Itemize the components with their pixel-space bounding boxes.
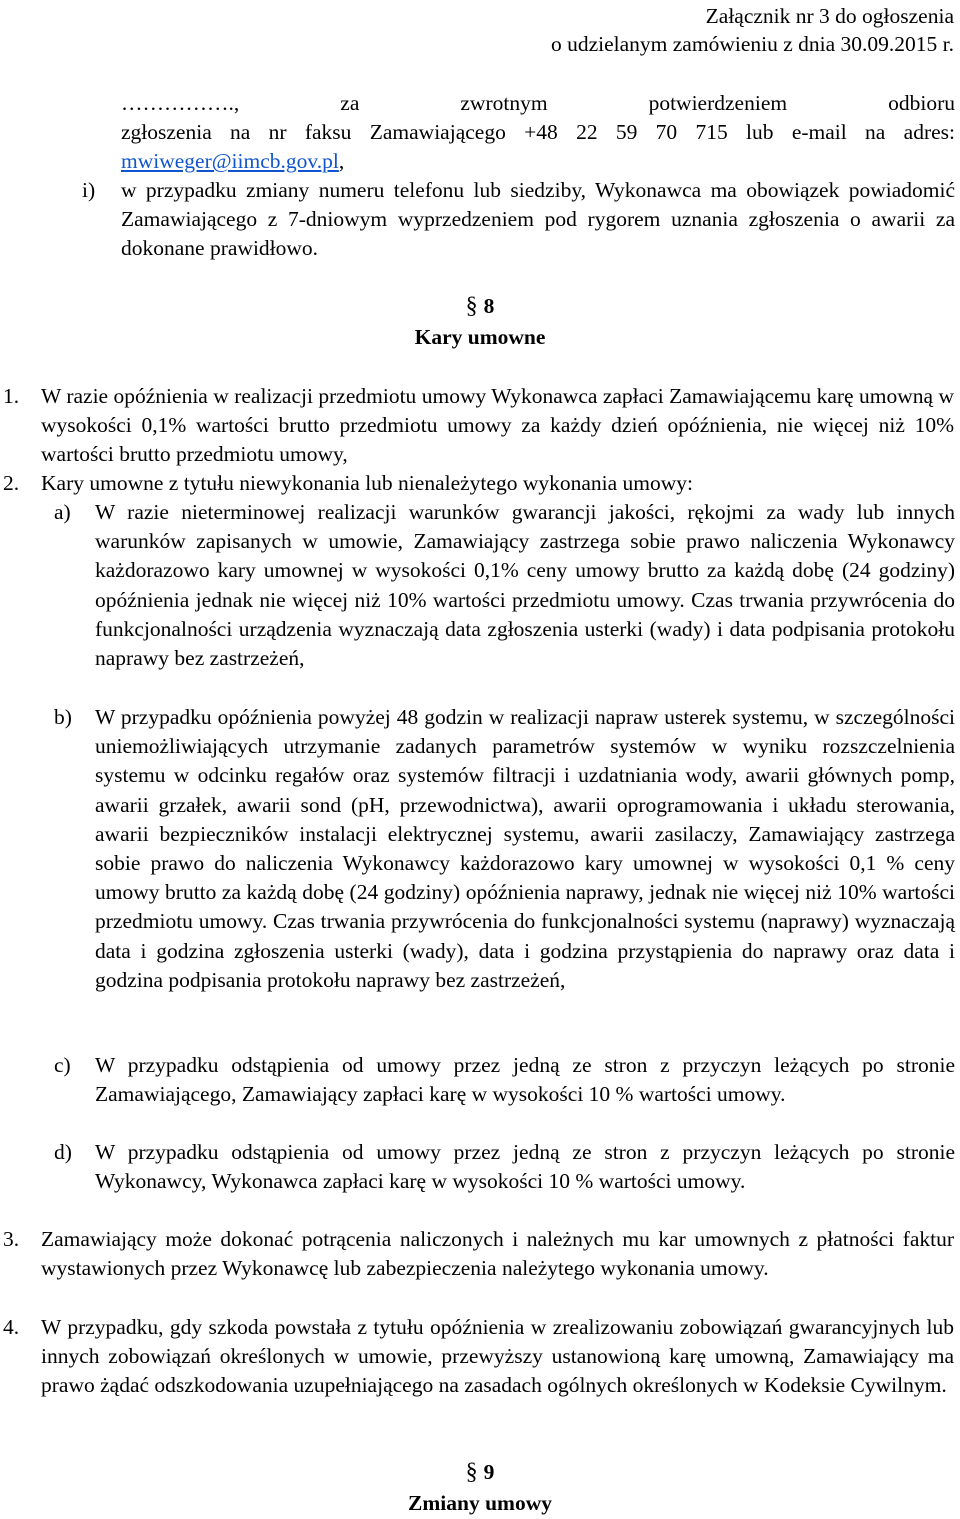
email-suffix: , (338, 149, 345, 174)
header-line-2: o udzielanym zamówieniu z dnia 30.09.2015 r. (550, 32, 954, 56)
section-8-title: Kary umowne (414, 325, 546, 349)
email-link[interactable]: mwiweger@iimcb.gov.pl (121, 149, 339, 174)
point-3-text: Zamawiający może dokonać potrącenia naliczonych i należnych mu kar umownych z płatności faktur wystawionych przez Wykonawcę lub zabezpieczenia należytego wykonania umowy. (41, 1227, 954, 1281)
section-8-number: 8 (483, 294, 495, 318)
item-i-label: i) (82, 178, 96, 202)
point-2-text: Kary umowne z tytułu niewykonania lub nienależytego wykonania umowy: (41, 471, 694, 495)
section-symbol: § (465, 1459, 478, 1485)
section-8-heading (0, 291, 960, 322)
section-symbol: § (465, 293, 478, 319)
section-9-heading (0, 1457, 960, 1488)
subpoint-a-label: a) (54, 500, 71, 524)
subpoint-d-label: d) (54, 1140, 72, 1164)
continuation-line-2: zgłoszenia na nr faksu Zamawiającego +48 22 59 70 715 lub e-mail na adres: (121, 120, 955, 144)
section-9-number: 9 (483, 1460, 495, 1484)
item-i-text: w przypadku zmiany numeru telefonu lub siedziby, Wykonawca ma obowiązek powiadomić Zamawiającego z 7-dniowym wyprzedzeniem pod rygorem uznania zgłoszenia o awarii za dokonane prawidłowo. (121, 178, 955, 261)
point-3-label: 3. (3, 1227, 20, 1251)
continuation-paragraph (121, 118, 955, 176)
subpoint-c-text: W przypadku odstąpienia od umowy przez jedną ze stron z przyczyn leżących po stronie Zamawiającego, Zamawiający zapłaci karę w wysokości 10 % wartości umowy. (95, 1053, 955, 1107)
header-line-1: Załącznik nr 3 do ogłoszenia (705, 4, 954, 28)
point-1-label: 1. (3, 384, 20, 408)
section-9-title: Zmiany umowy (408, 1491, 552, 1515)
point-2-label: 2. (3, 471, 20, 495)
document-header (551, 2, 954, 58)
subpoint-a-text: W razie nieterminowej realizacji warunków gwarancji jakości, rękojmi za wady lub innych warunków zapisanych w umowie, Zamawiający zastrzega sobie prawo naliczenia Wykonawcy każdorazowo kary umownej w wysokości 0,1% ceny umowy brutto za każdą dobę (24 godziny) opóźnienia jednak nie więcej niż 10% wartości przedmiotu umowy. Czas trwania przywrócenia do funkcjonalności urządzenia wyznaczają data zgłoszenia usterki (wady) i data podpisania protokołu naprawy bez zastrzeżeń, (95, 500, 955, 671)
continuation-line-1: ……………., za zwrotnym potwierdzeniem odbioru (121, 91, 955, 115)
point-1-text: W razie opóźnienia w realizacji przedmiotu umowy Wykonawca zapłaci Zamawiającemu karę umowną w wysokości 0,1% wartości brutto przedmiotu umowy za każdy dzień opóźnienia, nie więcej niż 10% wartości brutto przedmiotu umowy, (41, 384, 954, 467)
subpoint-c-label: c) (54, 1053, 71, 1077)
subpoint-b-label: b) (54, 705, 72, 729)
point-4-label: 4. (3, 1315, 20, 1339)
subpoint-d-text: W przypadku odstąpienia od umowy przez jedną ze stron z przyczyn leżących po stronie Wykonawcy, Wykonawca zapłaci karę w wysokości 10 % wartości umowy. (95, 1140, 955, 1194)
subpoint-b-text: W przypadku opóźnienia powyżej 48 godzin w realizacji napraw usterek systemu, w szczególności uniemożliwiających utrzymanie zadanych parametrów systemów w wyniku rozszczelnienia systemu w odcinku regałów oraz systemów filtracji i uzdatniania wody, awarii głównych pomp, awarii grzałek, awarii sond (pH, przewodnictwa), awarii oprogramowania i układu sterowania, awarii bezpieczników instalacji elektrycznej systemu, awarii zasilaczy, Zamawiający zastrzega sobie prawo do naliczenia Wykonawcy każdorazowo kary umownej w wysokości 0,1 % ceny umowy brutto za każdą dobę (24 godziny) opóźnienia naprawy, jednak nie więcej niż 10% wartości przedmiotu umowy. Czas trwania przywrócenia do funkcjonalności systemu (naprawy) wyznaczają data i godzina zgłoszenia usterki (wady), data i godzina przystąpienia do naprawy oraz data i godzina podpisania protokołu naprawy bez zastrzeżeń, (95, 705, 955, 992)
point-4-text: W przypadku, gdy szkoda powstała z tytułu opóźnienia w zrealizowaniu zobowiązań gwarancyjnych lub innych zobowiązań określonych w umowie, przewyższy ustanowioną karę umowną, Zamawiający ma prawo żądać odszkodowania uzupełniającego na zasadach ogólnych określonych w Kodeksie Cywilnym. (41, 1315, 954, 1398)
